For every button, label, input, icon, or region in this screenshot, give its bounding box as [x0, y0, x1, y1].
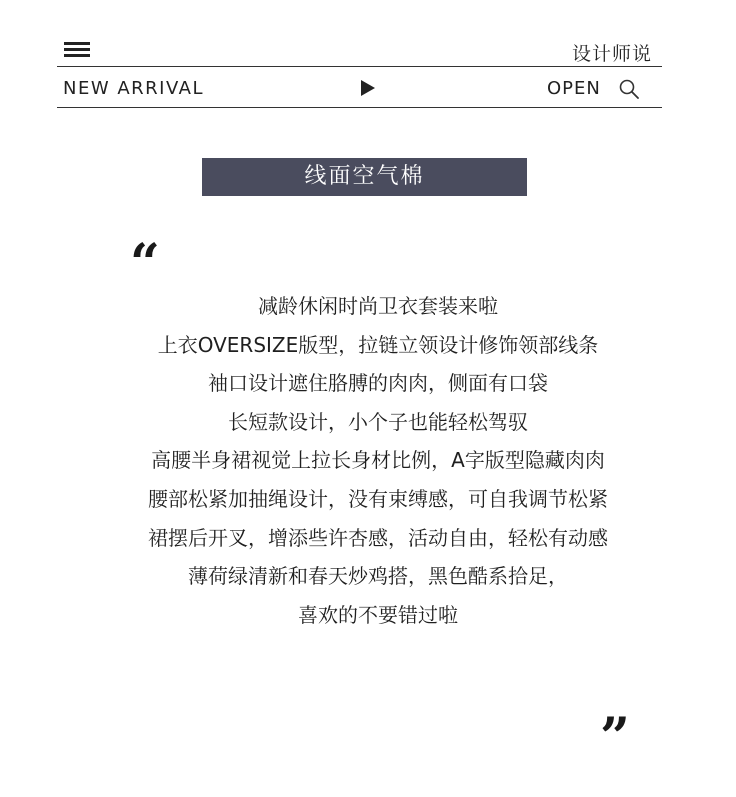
description-text [100, 287, 656, 634]
description-line: 长短款设计，小个子也能轻松驾驭 [228, 409, 528, 434]
close-quote-mark: ” [600, 707, 630, 768]
section-heading: 线面空气棉 [202, 158, 527, 196]
description-line: 裙摆后开叉，增添些许杏感，活动自由，轻松有动感 [148, 525, 608, 550]
play-icon[interactable] [361, 80, 375, 96]
hamburger-menu-icon[interactable] [64, 42, 90, 58]
nav-bar [57, 67, 662, 108]
description-line: 减龄休闲时尚卫衣套装来啦 [258, 294, 498, 318]
open-label[interactable]: OPEN [547, 78, 601, 99]
description-line: 喜欢的不要错过啦 [298, 602, 458, 627]
description-line: 高腰半身裙视觉上拉长身材比例，A字版型隐藏肉肉 [151, 448, 605, 473]
menu-line [64, 48, 90, 51]
menu-line [64, 54, 90, 57]
search-icon[interactable] [618, 78, 642, 100]
description-line: 上衣OVERSIZE版型，拉链立领设计修饰领部线条 [157, 332, 599, 357]
description-line: 腰部松紧加抽绳设计，没有束缚感，可自我调节松紧 [148, 486, 608, 511]
menu-line [64, 42, 90, 45]
new-arrival-label[interactable]: NEW ARRIVAL [63, 78, 204, 99]
description-line: 袖口设计遮住胳膊的肉肉，侧面有口袋 [208, 371, 548, 396]
description-line: 薄荷绿清新和春天炒鸡搭，黑色酷系拾足， [188, 564, 568, 589]
page-title: 设计师说 [571, 43, 652, 65]
top-bar [57, 36, 662, 67]
open-quote-mark: “ [130, 233, 160, 294]
